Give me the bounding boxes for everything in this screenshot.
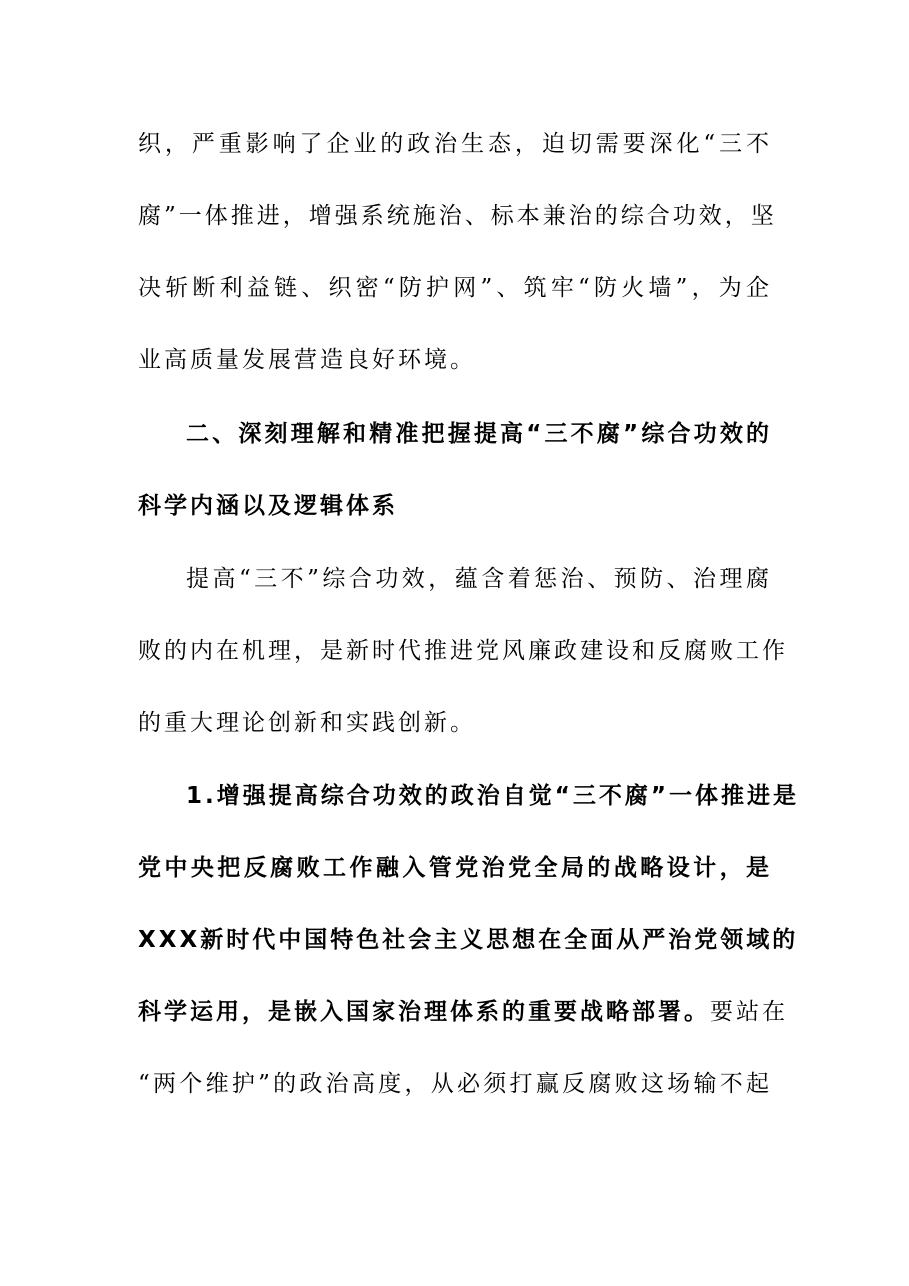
text-line: 提高“三不”综合功效，蕴含着惩治、预防、治理腐 bbox=[186, 566, 772, 592]
text-line: 决斩断利益链、织密“防护网”、筑牢“防火墙”，为企 bbox=[138, 275, 772, 301]
bold-text-line: 党中央把反腐败工作融入管党治党全局的战略设计，是 bbox=[138, 855, 772, 881]
paragraph-continuation bbox=[138, 108, 777, 396]
normal-text-segment: 要站在 bbox=[710, 999, 788, 1025]
text-line: 腐”一体推进，增强系统施治、标本兼治的综合功效，坚 bbox=[138, 203, 777, 229]
text-line: 败的内在机理，是新时代推进党风廉政建设和反腐败工作 bbox=[138, 638, 788, 664]
section-heading bbox=[138, 398, 772, 542]
paragraph-point-1 bbox=[138, 760, 799, 1120]
bold-text-segment: 科学运用，是嵌入国家治理体系的重要战略部署。 bbox=[138, 999, 710, 1025]
paragraph-intro bbox=[138, 543, 788, 759]
text-line: 的重大理论创新和实践创新。 bbox=[138, 710, 476, 736]
mixed-text-line bbox=[138, 976, 788, 1048]
heading-line: 科学内涵以及逻辑体系 bbox=[138, 493, 398, 519]
bold-text-line: XXX新时代中国特色社会主义思想在全面从严治党领域的 bbox=[138, 927, 799, 953]
bold-text-line: 1.增强提高综合功效的政治自觉“三不腐”一体推进是 bbox=[186, 783, 799, 809]
heading-line: 二、深刻理解和精准把握提高“三不腐”综合功效的 bbox=[186, 421, 772, 447]
text-line: “两个维护”的政治高度，从必须打赢反腐败这场输不起 bbox=[138, 1071, 772, 1097]
text-line: 业高质量发展营造良好环境。 bbox=[138, 347, 476, 373]
text-line: 织，严重影响了企业的政治生态，迫切需要深化“三不 bbox=[138, 131, 772, 157]
